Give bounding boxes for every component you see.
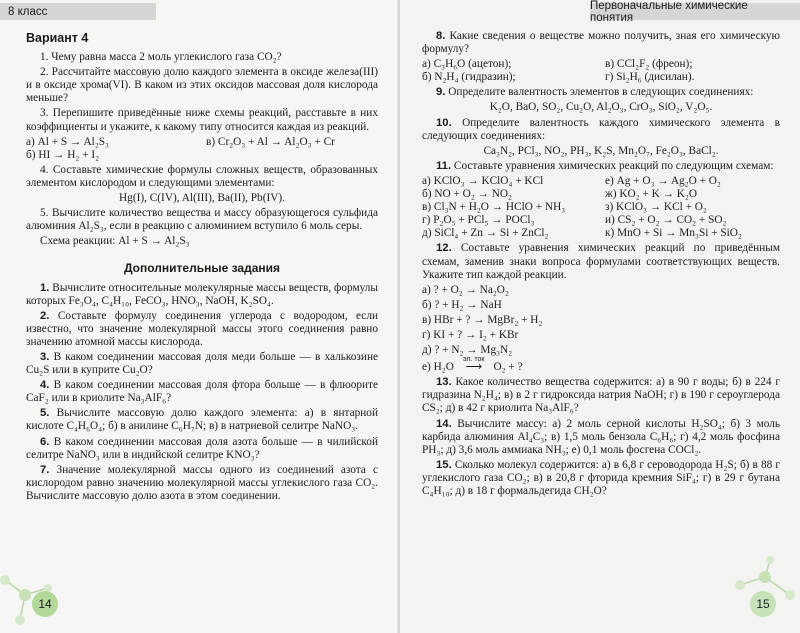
task-12 <box>422 242 780 281</box>
task-12-item-e <box>422 356 780 374</box>
variant-title: Вариант 4 <box>26 31 89 45</box>
extra-task-5 <box>26 407 378 433</box>
task-13 <box>422 376 780 415</box>
grade-header: 8 класс <box>0 3 156 20</box>
task-11-items <box>422 175 780 240</box>
task-2: 2. Рассчитайте массовую долю каждого элемента в оксиде железа(III) и в оксиде хрома(VI). В каком из этих оксидов массовая доля кислорода меньше? <box>26 66 378 105</box>
task-10-number: 10. <box>436 116 452 129</box>
extra-task-2-number: 2. <box>40 309 50 322</box>
extra-task-2 <box>26 310 378 349</box>
task-13-number: 13. <box>436 376 452 389</box>
page-number-right: 15 <box>750 591 776 617</box>
task-14-number: 14. <box>436 417 452 430</box>
arrow-label: эл. ток <box>462 356 485 364</box>
extra-task-4-text: В каком соединении массовая доля фтора больше — в флюорите CaF₂ или в криолите Na₃AlF₆? <box>26 379 378 405</box>
task-11-item: ж) KO₂ + K → K₂O <box>605 188 698 201</box>
task-11-item: а) KClO₃ → KClO₄ + KCl <box>422 174 544 187</box>
extra-task-7-number: 7. <box>40 463 50 476</box>
task-12-e-product: O₂ + ? <box>493 361 523 374</box>
extra-task-6 <box>26 436 378 462</box>
task-11-item: г) P₂O₅ + PCl₅ → POCl₃ <box>422 214 535 227</box>
task-12-item-v: в) HBr + ? → MgBr₂ + H₂ <box>422 313 543 326</box>
task-3-item-a: а) Al + S → Al₂S₃ <box>26 135 109 148</box>
extra-task-4-number: 4. <box>40 379 50 392</box>
left-column <box>26 30 378 505</box>
extra-task-4 <box>26 379 378 405</box>
chapter-header: Первоначальные химические понятия <box>590 3 800 20</box>
task-8-item-a: а) C₃H₆O (ацетон); <box>422 58 512 71</box>
task-11-item: б) NO + O₂ → NO₂ <box>422 188 512 201</box>
task-10 <box>422 117 780 143</box>
task-12-text: Составьте уравнения химических реакций по приведённым схемам, заменив знаки вопроса формулами соответствующих веществ. Укажите тип каждой реакции. <box>422 242 780 281</box>
extra-task-7-text: Значение молекулярной массы одного из соединений азота с кислородом равно значению молекулярной массы углекислого газа CO₂. Вычислите массовую долю азота в этом соединении. <box>26 463 378 502</box>
extra-task-3-number: 3. <box>40 350 50 363</box>
task-8-item-b: б) N₂H₄ (гидразин); <box>422 71 516 84</box>
task-9 <box>422 86 780 99</box>
task-12-item-d: д) ? + N₂ → Mg₃N₂ <box>422 344 513 357</box>
task-15-number: 15. <box>436 458 452 471</box>
page-number-left: 14 <box>32 591 58 617</box>
task-8-items <box>422 58 780 84</box>
extra-task-6-text: В каком соединении массовая доля азота больше — в чилийской селитре NaNO₃ или в индийской селитре KNO₃? <box>26 435 378 461</box>
arrow-icon: ⟶ <box>465 361 482 374</box>
task-5: 5. Вычислите количество вещества и массу образующегося сульфида алюминия Al₂S₃, если в реакцию с алюминием вступило 6 моль серы. <box>26 207 378 233</box>
task-12-item-a: а) ? + O₂ → Na₂O₂ <box>422 283 509 296</box>
task-8-item-v: в) CCl₂F₂ (фреон); <box>605 58 693 71</box>
extra-task-5-text: Вычислите массовую долю каждого элемента: а) в янтарной кислоте C₄H₆O₄; б) в анилине C₆H₇N; в) в натриевой селитре NaNO₃. <box>26 407 378 433</box>
task-12-item-g: г) KI + ? → I₂ + KBr <box>422 328 519 341</box>
task-12-number: 12. <box>436 242 452 255</box>
task-11-number: 11. <box>436 159 452 172</box>
task-12-e-reactant: е) H₂O <box>422 361 454 374</box>
task-15-text: Сколько молекул содержится: а) в 6,8 г сероводорода H₂S; б) в 88 г углекислого газа CO₂; в) в 20,8 г фторида кремния SiF₄; г) в 29 г бутана C₄H₁₀; д) в 18 г формальдегида CH₂O? <box>422 458 780 497</box>
extra-task-1 <box>26 282 378 308</box>
task-11-item: д) SiCl₄ + Zn → Si + ZnCl₂ <box>422 227 549 240</box>
task-8-text: Какие сведения о веществе можно получить, зная его химическую формулу? <box>422 30 780 56</box>
electric-current-arrow <box>457 356 491 374</box>
task-3-item-b: б) HI → H₂ + I₂ <box>26 148 100 161</box>
extra-tasks-title: Дополнительные задания <box>123 261 280 276</box>
extra-task-1-number: 1. <box>40 281 50 294</box>
task-11-item: в) Cl₃N + H₂O → HClO + NH₃ <box>422 201 566 214</box>
task-4: 4. Составьте химические формулы сложных веществ, образованных элементом кислородом и следующими элементами: <box>26 163 378 189</box>
task-8-number: 8. <box>436 30 446 42</box>
task-10-list: Ca₃N₂, PCl₃, NO₂, PH₃, K₂S, Mn₂O₇, Fe₂O₃, BaCl₂. <box>483 144 719 157</box>
extra-task-2-text: Составьте формулу соединения углерода с водородом, если известно, что значение молекулярной массы этого соединения равно значению атомной массы кислорода. <box>26 309 379 348</box>
right-column <box>422 30 780 500</box>
task-15 <box>422 459 780 498</box>
task-8 <box>422 30 780 56</box>
right-page <box>400 0 800 633</box>
extra-task-7 <box>26 464 378 503</box>
task-9-list: K₂O, BaO, SO₂, Cu₂O, Al₂O₃, CrO₃, SiO₂, V₂O₅. <box>489 101 713 114</box>
task-5-scheme: Схема реакции: Al + S → Al₂S₃ <box>40 235 190 248</box>
task-11-item: е) Ag + O₃ → Ag₂O + O₂ <box>605 174 721 187</box>
task-9-text: Определите валентность элементов в следующих соединениях: <box>448 86 754 99</box>
task-8-item-g: г) Si₂H₆ (дисилан). <box>605 71 695 84</box>
task-11 <box>422 160 780 173</box>
task-1: 1. Чему равна масса 2 моль углекислого газа CO₂? <box>40 51 282 64</box>
task-14-text: Вычислите массу: а) 2 моль серной кислоты H₂SO₄; б) 3 моль карбида алюминия Al₄C₃; в) 1,5 моль бензола C₆H₆; г) 4,2 моль фосфина PH₃; д) 3,6 моль аммиака NH₃; е) 0,1 моль фосгена COCl₂. <box>422 417 781 456</box>
task-4-elements: Hg(I), C(IV), Al(III), Ba(II), Pb(IV). <box>119 192 285 205</box>
extra-task-6-number: 6. <box>40 435 50 448</box>
task-14 <box>422 418 780 457</box>
task-3-item-v: в) Cr₂O₃ + Al → Al₂O₃ + Cr <box>206 135 335 148</box>
task-3-reactions <box>26 136 378 162</box>
task-11-item: к) MnO + Si → Mn₃Si + SiO₂ <box>605 227 742 240</box>
extra-task-3 <box>26 351 378 377</box>
extra-task-3-text: В каком соединении массовая доля меди больше — в халькозине Cu₂S или в куприте Cu₂O? <box>26 350 378 377</box>
task-11-text: Составьте уравнения химических реакций по следующим схемам: <box>453 159 774 172</box>
task-12-item-b: б) ? + H₂ → NaH <box>422 298 502 311</box>
task-13-text: Какое количество вещества содержится: а) в 90 г воды; б) в 224 г гидразина N₂H₄; в) в 2 г гидроксида натрия NaOH; г) в 190 г сероуглерода CS₂; д) в 42 г криолита Na₃AlF₆? <box>422 376 781 415</box>
extra-task-1-text: Вычислите относительные молекулярные массы веществ, формулы которых Fe₃O₄, C₄H₁₀, FeCO₃, HNO₃, NaOH, K₂SO₄. <box>26 281 378 307</box>
task-10-text: Определите валентность каждого химического элемента в следующих соединениях: <box>422 116 780 142</box>
task-3: 3. Перепишите приведённые ниже схемы реакций, расставьте в них коэффициенты и укажите, к какому типу относится каждая из реакций. <box>26 107 378 133</box>
extra-task-5-number: 5. <box>40 407 50 420</box>
task-11-item: и) CS₂ + O₂ → CO₂ + SO₂ <box>605 214 727 227</box>
task-9-number: 9. <box>436 86 446 99</box>
task-11-item: з) KClO₃ → KCl + O₂ <box>605 201 707 214</box>
